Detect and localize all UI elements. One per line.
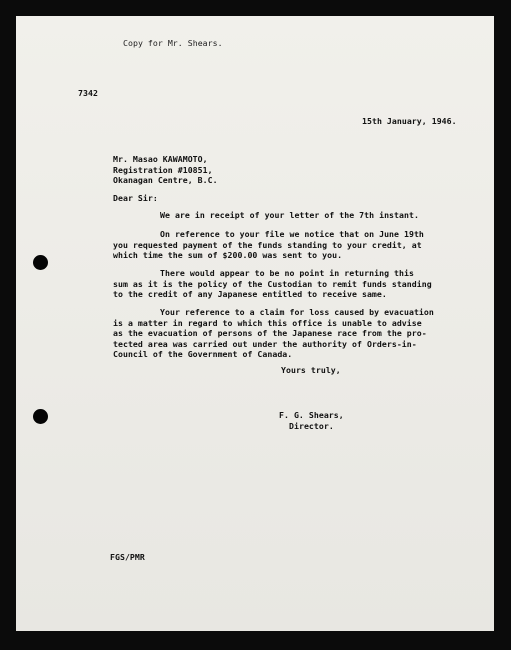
reference-initials: FGS/PMR <box>110 552 145 562</box>
paragraph-line: is a matter in regard to which this office is unable to advise <box>113 317 422 328</box>
paragraph-line: as the evacuation of persons of the Japanese race from the pro- <box>113 328 427 339</box>
paragraph-line: Council of the Government of Canada. <box>113 349 293 360</box>
paragraph-line: Your reference to a claim for loss caused by evacuation <box>160 307 434 317</box>
recipient-registration: Registration #10851, <box>113 164 213 175</box>
file-number: 7342 <box>78 88 98 98</box>
punch-hole <box>33 255 48 270</box>
paragraph-line: you requested payment of the funds standing to your credit, at <box>113 239 422 250</box>
salutation: Dear Sir: <box>113 193 158 203</box>
paragraph-line: to the credit of any Japanese entitled to receive same. <box>113 289 387 300</box>
paragraph-line: There would appear to be no point in returning this <box>160 268 414 278</box>
recipient-location: Okanagan Centre, B.C. <box>113 175 218 186</box>
signatory-title: Director. <box>289 420 334 431</box>
letter-page <box>16 16 494 631</box>
recipient-name: Mr. Masao KAWAMOTO, <box>113 154 208 164</box>
signatory-name: F. G. Shears, <box>279 410 344 420</box>
letter-date: 15th January, 1946. <box>362 116 457 126</box>
punch-hole <box>33 409 48 424</box>
paragraph-line: On reference to your file we notice that on June 19th <box>160 229 424 239</box>
copy-note: Copy for Mr. Shears. <box>123 38 223 48</box>
paragraph-line: which time the sum of $200.00 was sent to you. <box>113 250 343 261</box>
paragraph-line: tected area was carried out under the authority of Orders-in- <box>113 338 417 349</box>
paragraph-line: sum as it is the policy of the Custodian to remit funds standing <box>113 278 432 289</box>
closing: Yours truly, <box>281 365 341 375</box>
paragraph-line: We are in receipt of your letter of the 7th instant. <box>160 210 419 220</box>
